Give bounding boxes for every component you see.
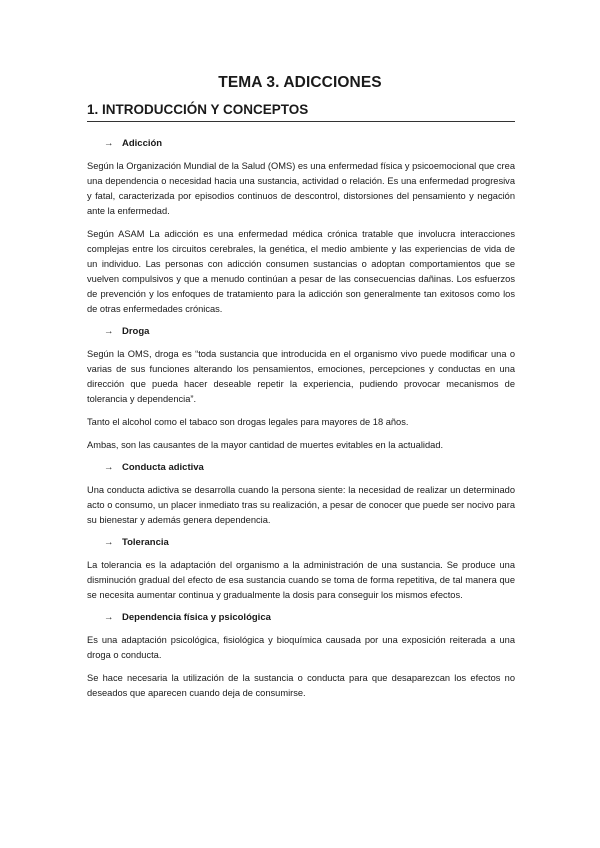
subheading-label: Tolerancia (122, 537, 169, 548)
subheading-label: Adicción (122, 138, 163, 149)
paragraph: La tolerancia es la adaptación del organismo a la administración de una sustancia. Se produce una disminución gradual del efecto de esa sustancia cuando se toma de forma repetitiva, de tal manera que se necesita aumentar continua y gradualmente la dosis para conseguir los mismos efectos. (87, 560, 515, 600)
arrow-right-icon: → (104, 138, 114, 149)
document-content (87, 137, 515, 709)
paragraph: Ambas, son las causantes de la mayor cantidad de muertes evitables en la actualidad. (87, 440, 444, 450)
arrow-right-icon: → (104, 537, 114, 548)
paragraph: Según ASAM La adicción es una enfermedad médica crónica tratable que involucra interacciones complejas entre los circuitos cerebrales, la genética, el medio ambiente y las experiencias de vida de un individuo. Las personas con adicción consumen sustancias o adoptan comportamientos que se vuelven compulsivos y que a menudo continúan a pesar de las consecuencias dañinas. Los esfuerzos de prevención y los enfoques de tratamiento para la adicción son generalmente tan exitosos como los de otras enfermedades crónicas. (87, 229, 515, 314)
arrow-right-icon: → (104, 612, 114, 623)
subheading (104, 611, 515, 624)
document-title: TEMA 3. ADICCIONES (218, 74, 382, 91)
paragraph: Se hace necesaria la utilización de la sustancia o conducta para que desaparezcan los efectos no deseados que aparecen cuando deja de consumirse. (87, 673, 515, 698)
arrow-right-icon: → (104, 326, 114, 337)
paragraph: Según la OMS, droga es “toda sustancia que introducida en el organismo vivo puede modificar una o varias de sus funciones alterando los pensamientos, emociones, percepciones y conductas en una dirección que pueda hacer deseable repetir la experiencia, pudiendo provocar mecanismos de tolerancia y dependencia”. (87, 349, 515, 404)
subheading-label: Dependencia física y psicológica (122, 612, 271, 623)
subheading (104, 461, 515, 474)
paragraph: Una conducta adictiva se desarrolla cuando la persona siente: la necesidad de realizar un determinado acto o consumo, un placer inmediato tras su realización, a pesar de conocer que puede ser nocivo para su bienestar y además genera dependencia. (87, 485, 515, 525)
paragraph: Según la Organización Mundial de la Salud (OMS) es una enfermedad física y psicoemocional que crea una dependencia o necesidad hacia una sustancia, actividad o relación. Es una enfermedad progresiva y fatal, caracterizada por episodios continuos de descontrol, distorsiones del pensamiento y negación ante la enfermedad. (87, 161, 515, 216)
section-heading: 1. INTRODUCCIÓN Y CONCEPTOS (87, 102, 515, 122)
subheading (104, 536, 515, 549)
subheading-label: Droga (122, 326, 150, 337)
subheading-label: Conducta adictiva (122, 462, 204, 473)
arrow-right-icon: → (104, 462, 114, 473)
subheading (104, 325, 515, 338)
paragraph: Tanto el alcohol como el tabaco son drogas legales para mayores de 18 años. (87, 417, 409, 427)
subheading (104, 137, 515, 150)
paragraph: Es una adaptación psicológica, fisiológica y bioquímica causada por una exposición reiterada a una droga o conducta. (87, 635, 515, 660)
